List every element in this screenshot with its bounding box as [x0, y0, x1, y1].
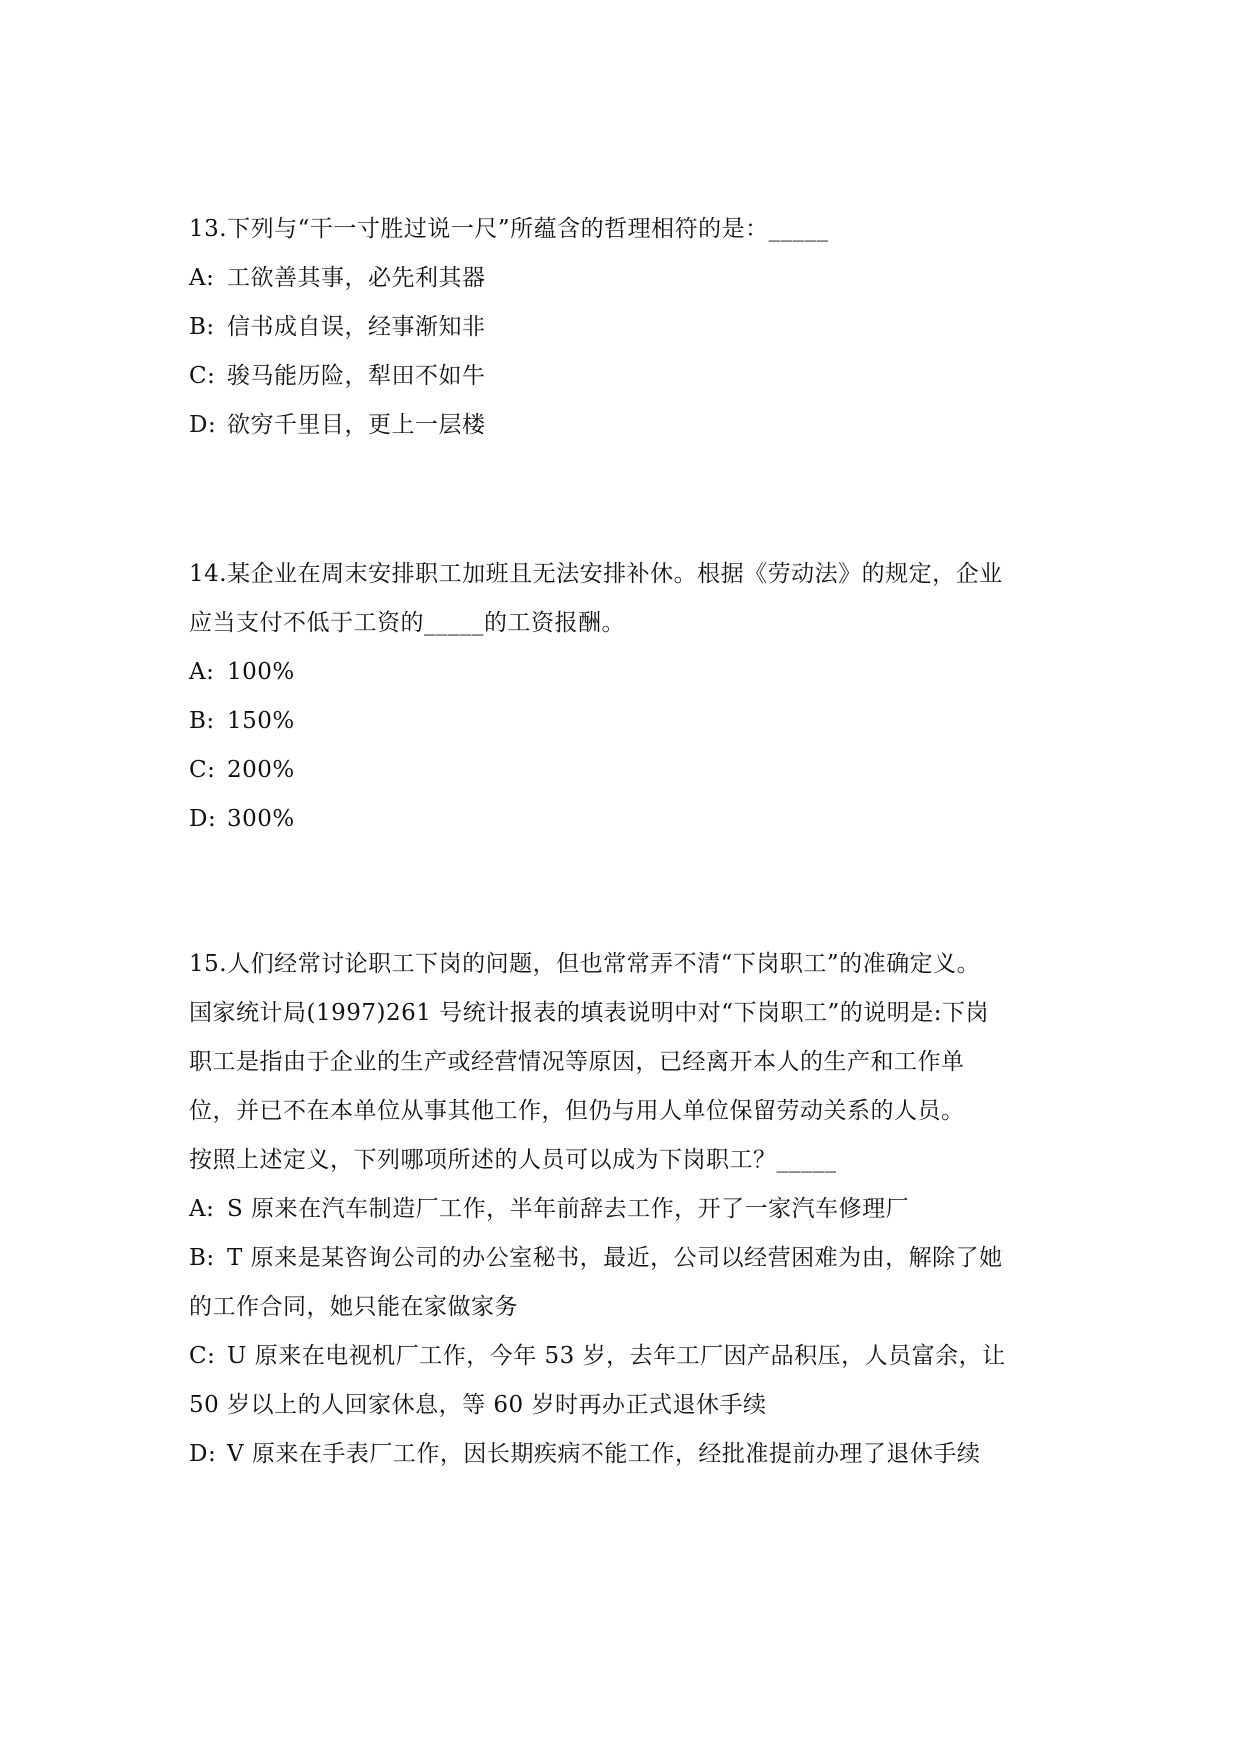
option-line [189, 1234, 1069, 1283]
option-a [189, 1185, 1069, 1234]
stem-line: 国家统计局(1997)261 号统计报表的填表说明中对“下岗职工”的说明是:下岗 [189, 1000, 989, 1026]
option-text: 欲穷千里目，更上一层楼 [227, 412, 486, 438]
question-15 [189, 940, 1069, 1479]
option-label: C: [189, 1343, 216, 1369]
option-c [189, 746, 1069, 795]
stem-line: 应当支付不低于工资的_____的工资报酬。 [189, 610, 625, 636]
question-15-stem [189, 940, 1069, 1185]
stem-line: 按照上述定义，下列哪项所述的人员可以成为下岗职工？_____ [189, 1147, 837, 1173]
option-d [189, 401, 1069, 450]
option-label: D: [189, 1441, 217, 1467]
option-label: B: [189, 708, 215, 734]
question-13 [189, 205, 1069, 450]
question-text: 下列与“干一寸胜过说一尺”所蕴含的哲理相符的是：_____ [227, 216, 829, 242]
stem-line [189, 550, 1069, 599]
option-text: V 原来在手表厂工作，因长期疾病不能工作，经批准提前办理了退休手续 [227, 1441, 981, 1467]
question-number: 13. [189, 216, 228, 242]
option-c [189, 352, 1069, 401]
option-text: 工欲善其事，必先利其器 [227, 265, 486, 291]
option-text: 100% [227, 659, 295, 685]
option-text: 300% [227, 806, 295, 832]
option-d [189, 1430, 1069, 1479]
option-text: T 原来是某咨询公司的办公室秘书，最近，公司以经营困难为由，解除了她 [227, 1245, 1003, 1271]
option-label: D: [189, 806, 217, 832]
option-label: A: [189, 1196, 215, 1222]
option-a [189, 648, 1069, 697]
option-b [189, 697, 1069, 746]
option-text: U 原来在电视机厂工作，今年 53 岁，去年工厂因产品积压，人员富余，让 [227, 1343, 1006, 1369]
option-line: 50 岁以上的人回家休息，等 60 岁时再办正式退休手续 [189, 1392, 767, 1418]
option-text: 150% [227, 708, 295, 734]
stem-line: 位，并已不在本单位从事其他工作，但仍与用人单位保留劳动关系的人员。 [189, 1098, 965, 1124]
stem-line: 职工是指由于企业的生产或经营情况等原因，已经离开本人的生产和工作单 [189, 1049, 965, 1075]
stem-line [189, 940, 1069, 989]
option-label: A: [189, 659, 215, 685]
option-b [189, 303, 1069, 352]
option-label: B: [189, 314, 215, 340]
option-line: 的工作合同，她只能在家做家务 [189, 1294, 518, 1320]
question-14-stem [189, 550, 1069, 648]
option-text: 骏马能历险，犁田不如牛 [227, 363, 486, 389]
option-a [189, 254, 1069, 303]
question-14 [189, 550, 1069, 844]
option-c [189, 1332, 1069, 1430]
option-label: C: [189, 363, 216, 389]
question-text: 人们经常讨论职工下岗的问题，但也常常弄不清“下岗职工”的准确定义。 [227, 951, 981, 977]
question-13-stem [189, 205, 1069, 254]
option-b [189, 1234, 1069, 1332]
question-number: 15. [189, 951, 228, 977]
question-number: 14. [189, 561, 228, 587]
option-line [189, 1332, 1069, 1381]
option-label: D: [189, 412, 217, 438]
option-d [189, 795, 1069, 844]
option-label: A: [189, 265, 215, 291]
option-text: 200% [227, 757, 295, 783]
question-text: 某企业在周末安排职工加班且无法安排补休。根据《劳动法》的规定，企业 [227, 561, 1003, 587]
option-label: C: [189, 757, 216, 783]
option-text: 信书成自误，经事渐知非 [227, 314, 486, 340]
option-text: S 原来在汽车制造厂工作，半年前辞去工作，开了一家汽车修理厂 [227, 1196, 910, 1222]
option-label: B: [189, 1245, 215, 1271]
